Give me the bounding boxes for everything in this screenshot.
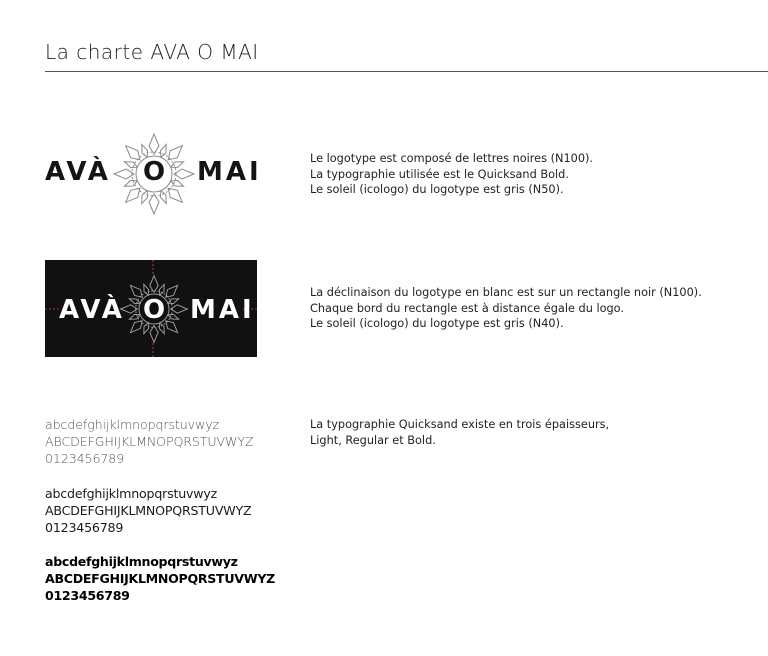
specimen-digits: 0123456789 bbox=[45, 520, 124, 535]
logo-text-left: AVÀ bbox=[45, 157, 111, 187]
logo-text-right: MAI bbox=[190, 295, 255, 325]
specimen-digits: 0123456789 bbox=[45, 588, 130, 603]
specimen-uppercase: ABCDEFGHIJKLMNOPQRSTUVWYZ bbox=[45, 571, 275, 586]
desc-line: Light, Regular et Bold. bbox=[310, 433, 436, 447]
desc-line: La typographie utilisée est le Quicksand Bold. bbox=[310, 167, 569, 181]
specimen-digits: 0123456789 bbox=[45, 451, 125, 466]
desc-line: Le soleil (icologo) du logotype est gris (N40). bbox=[310, 317, 564, 330]
desc-line: Le logotype est composé de lettres noires (N100). bbox=[310, 152, 594, 165]
title-divider bbox=[45, 71, 768, 72]
specimen-uppercase: ABCDEFGHIJKLMNOPQRSTUVWYZ bbox=[45, 434, 254, 449]
logo-text-left: AVÀ bbox=[59, 295, 125, 325]
logo-text-center: O bbox=[143, 295, 166, 325]
desc-line: La déclinaison du logotype en blanc est sur un rectangle noir (N100). bbox=[310, 286, 702, 299]
page-title: La charte AVA O MAI bbox=[45, 40, 259, 64]
desc-line: Le soleil (icologo) du logotype est gris (N50). bbox=[310, 183, 564, 196]
typography-description bbox=[310, 417, 750, 448]
desc-line: Chaque bord du rectangle est à distance égale du logo. bbox=[310, 301, 624, 315]
specimen-lowercase: abcdefghijklmnopqrstuvwyz bbox=[45, 554, 238, 569]
logo-black-description bbox=[310, 151, 750, 198]
specimen-lowercase: abcdefghijklmnopqrstuvwyz bbox=[45, 486, 217, 501]
specimen-lowercase: abcdefghijklmnopqrstuvwyz bbox=[45, 417, 220, 432]
specimen-bold bbox=[45, 553, 305, 604]
logo-white-version bbox=[45, 260, 257, 357]
logo-text-right: MAI bbox=[197, 157, 262, 187]
logo-white-description bbox=[310, 285, 750, 332]
logo-text-center: O bbox=[143, 157, 166, 187]
specimen-light bbox=[45, 416, 305, 467]
specimen-regular bbox=[45, 485, 305, 536]
specimen-uppercase: ABCDEFGHIJKLMNOPQRSTUVWYZ bbox=[45, 503, 252, 518]
logo-black-version bbox=[45, 132, 262, 216]
desc-line: La typographie Quicksand existe en trois épaisseurs, bbox=[310, 418, 610, 431]
